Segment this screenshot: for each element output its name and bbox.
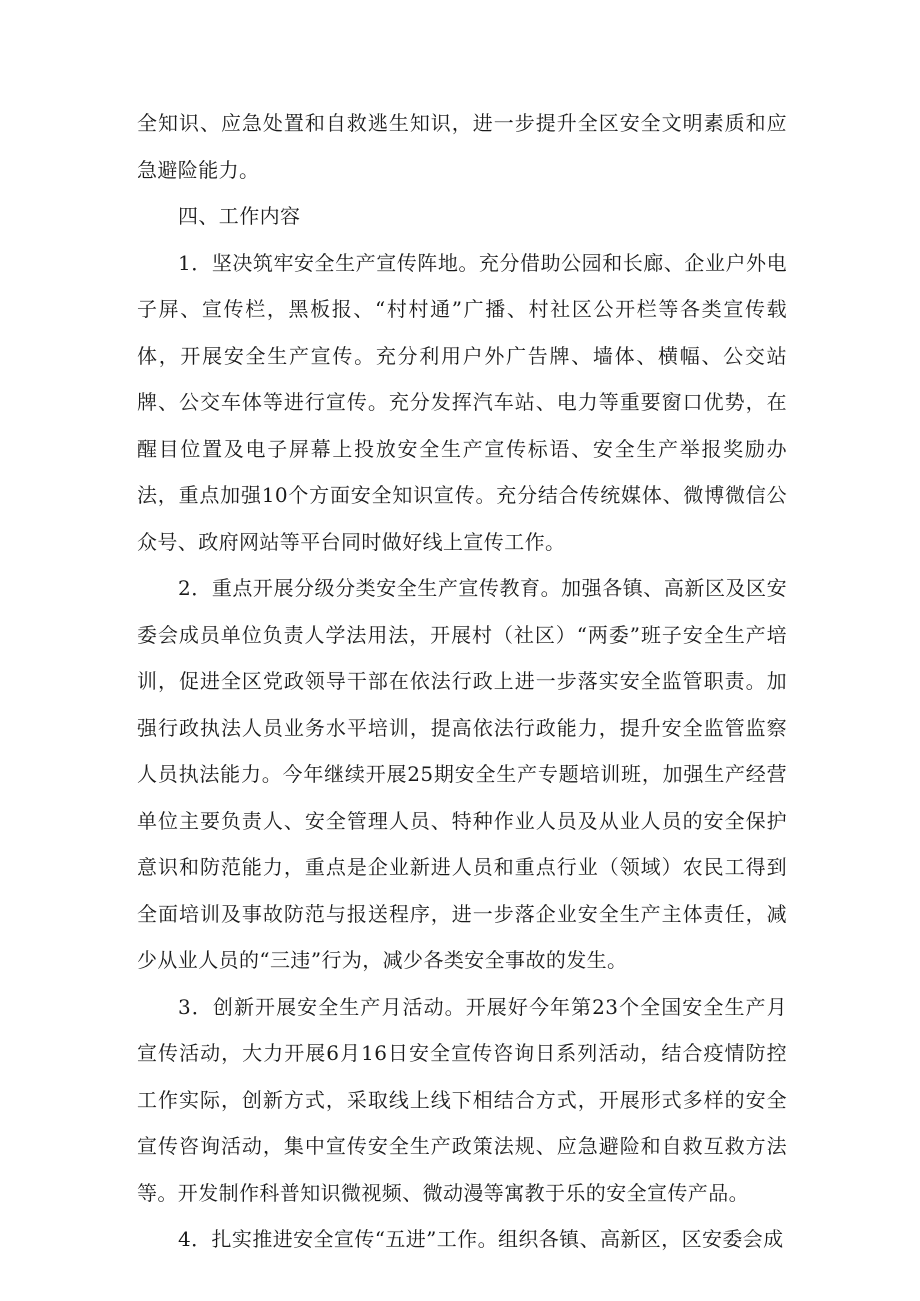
section-heading-work-content: 四、工作内容 <box>178 204 301 228</box>
paragraph-item-3: 3．创新开展安全生产月活动。开展好今年第23个全国安全生产月宣传活动，大力开展6月16日安全宣传咨询日系列活动，结合疫情防控工作实际，创新方式，采取线上线下相结合方式，开展形式多样的安全宣传咨询活动，集中宣传安全生产政策法规、应急避险和自救互救方法等。开发制作科普知识微视频、微动漫等寓教于乐的安全宣传产品。 <box>137 994 787 1205</box>
paragraph-item-2: 2．重点开展分级分类安全生产宣传教育。加强各镇、高新区及区安委会成员单位负责人学法用法，开展村（社区）“两委”班子安全生产培训，促进全区党政领导干部在依法行政上进一步落实安全监管职责。加强行政执法人员业务水平培训，提高依法行政能力，提升安全监管监察人员执法能力。今年继续开展25期安全生产专题培训班，加强生产经营单位主要负责人、安全管理人员、特种作业人员及从业人员的安全保护意识和防范能力，重点是企业新进人员和重点行业（领域）农民工得到全面培训及事故防范与报送程序，进一步落企业安全生产主体责任，减少从业人员的“三违”行为，减少各类安全事故的发生。 <box>137 576 787 972</box>
paragraph-item-1: 1．坚决筑牢安全生产宣传阵地。充分借助公园和长廊、企业户外电子屏、宣传栏，黑板报、“村村通”广播、村社区公开栏等各类宣传载体，开展安全生产宣传。充分利用户外广告牌、墙体、横幅、公交站牌、公交车体等进行宣传。充分发挥汽车站、电力等重要窗口优势，在醒目位置及电子屏幕上投放安全生产宣传标语、安全生产举报奖励办法，重点加强10个方面安全知识宣传。充分结合传统媒体、微博微信公众号、政府网站等平台同时做好线上宣传工作。 <box>137 250 787 554</box>
paragraph-item-4: 4．扎实推进安全宣传“五进”工作。组织各镇、高新区，区安委会成 <box>178 1227 784 1251</box>
document-body <box>137 100 787 1263</box>
paragraph-continuation: 全知识、应急处置和自救逃生知识，进一步提升全区安全文明素质和应急避险能力。 <box>137 111 787 182</box>
